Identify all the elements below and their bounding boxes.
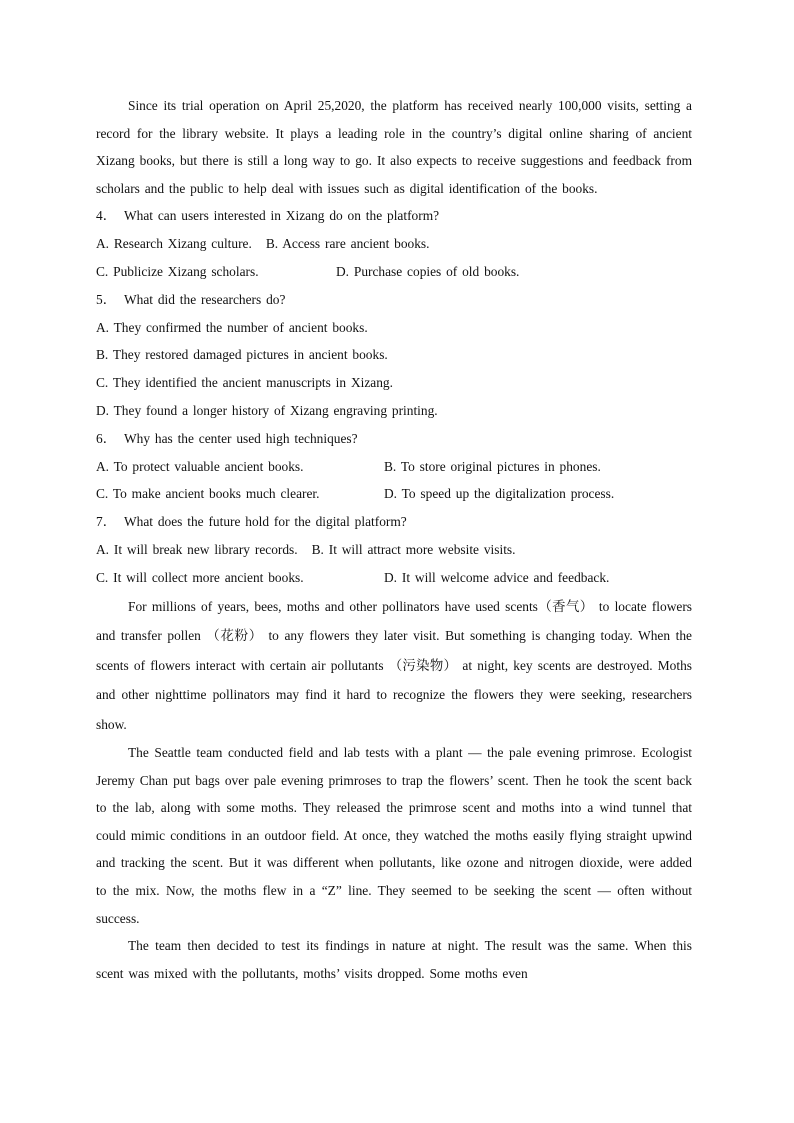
options-row bbox=[96, 480, 692, 508]
options-row bbox=[96, 453, 692, 481]
option-c: C. To make ancient books much clearer. bbox=[96, 486, 320, 502]
passage-paragraph: The team then decided to test its findings in nature at night. The result was the same. When this scent was mixed with the pollutants, moths’ visits dropped. Some moths even bbox=[96, 938, 692, 981]
options-row bbox=[96, 536, 692, 564]
question-4 bbox=[96, 202, 692, 230]
option-c: C. Publicize Xizang scholars. bbox=[96, 263, 259, 279]
option-a: A. They confirmed the number of ancient books. bbox=[96, 319, 368, 335]
question-number: 7． bbox=[96, 514, 117, 530]
option-d: D. Purchase copies of old books. bbox=[336, 263, 520, 279]
options-row bbox=[96, 564, 692, 592]
option-d: D. To speed up the digitalization process. bbox=[384, 486, 615, 502]
option-c: C. It will collect more ancient books. bbox=[96, 569, 304, 585]
option-d: D. It will welcome advice and feedback. bbox=[384, 569, 610, 585]
question-stem: What did the researchers do? bbox=[124, 291, 286, 307]
question-stem: What can users interested in Xizang do on the platform? bbox=[124, 208, 440, 224]
question-6 bbox=[96, 425, 692, 453]
option-b: B. Access rare ancient books. bbox=[265, 236, 430, 252]
options-row bbox=[96, 258, 692, 286]
passage-paragraph: The Seattle team conducted field and lab tests with a plant — the pale evening primrose. Ecologist Jeremy Chan put bags over pale evening primroses to trap the flowers’ scent. Then he took the scent back to the lab, along with some moths. They released the primrose scent and moths into a wind tunnel that could mimic conditions in an outdoor field. At once, they watched the moths easily flying straight upwind and tracking the scent. But it was different when pollutants, like ozone and nitrogen dioxide, were added to the mix. Now, the moths flew in a “Z” line. They seemed to be seeking the scent — often without success. bbox=[96, 745, 692, 926]
option-d: D. They found a longer history of Xizang engraving printing. bbox=[96, 402, 438, 418]
question-number: 6． bbox=[96, 430, 117, 446]
option-b: B. To store original pictures in phones. bbox=[384, 458, 601, 474]
options-row bbox=[96, 230, 692, 258]
document-page bbox=[96, 92, 692, 987]
passage-paragraph: Since its trial operation on April 25,2020, the platform has received nearly 100,000 visits, setting a record for the library website. It plays a leading role in the country’s digital online sharing of ancient Xizang books, but there is still a long way to go. It also expects to receive suggestions and feedback from scholars and the public to help deal with issues such as digital identification of the books. bbox=[96, 98, 692, 196]
passage-paragraph: For millions of years, bees, moths and other pollinators have used scents（香气） to locate flowers and transfer pollen （花粉） to any flowers they later visit. But something is changing today. When the scents of flowers interact with certain air pollutants （污染物） at night, key scents are destroyed. Moths and other nighttime pollinators may find it hard to recognize the flowers they were seeking, researchers show. bbox=[96, 598, 692, 732]
option-b: B. It will attract more website visits. bbox=[311, 541, 516, 557]
question-number: 5． bbox=[96, 291, 117, 307]
question-7 bbox=[96, 508, 692, 536]
question-stem: What does the future hold for the digital platform? bbox=[124, 514, 407, 530]
question-number: 4． bbox=[96, 208, 117, 224]
option-c: C. They identified the ancient manuscripts in Xizang. bbox=[96, 375, 393, 391]
option-a: A. To protect valuable ancient books. bbox=[96, 458, 304, 474]
question-5 bbox=[96, 286, 692, 314]
option-a: A. Research Xizang culture. bbox=[96, 236, 252, 252]
option-b: B. They restored damaged pictures in ancient books. bbox=[96, 347, 388, 363]
question-stem: Why has the center used high techniques? bbox=[124, 430, 358, 446]
option-a: A. It will break new library records. bbox=[96, 541, 298, 557]
